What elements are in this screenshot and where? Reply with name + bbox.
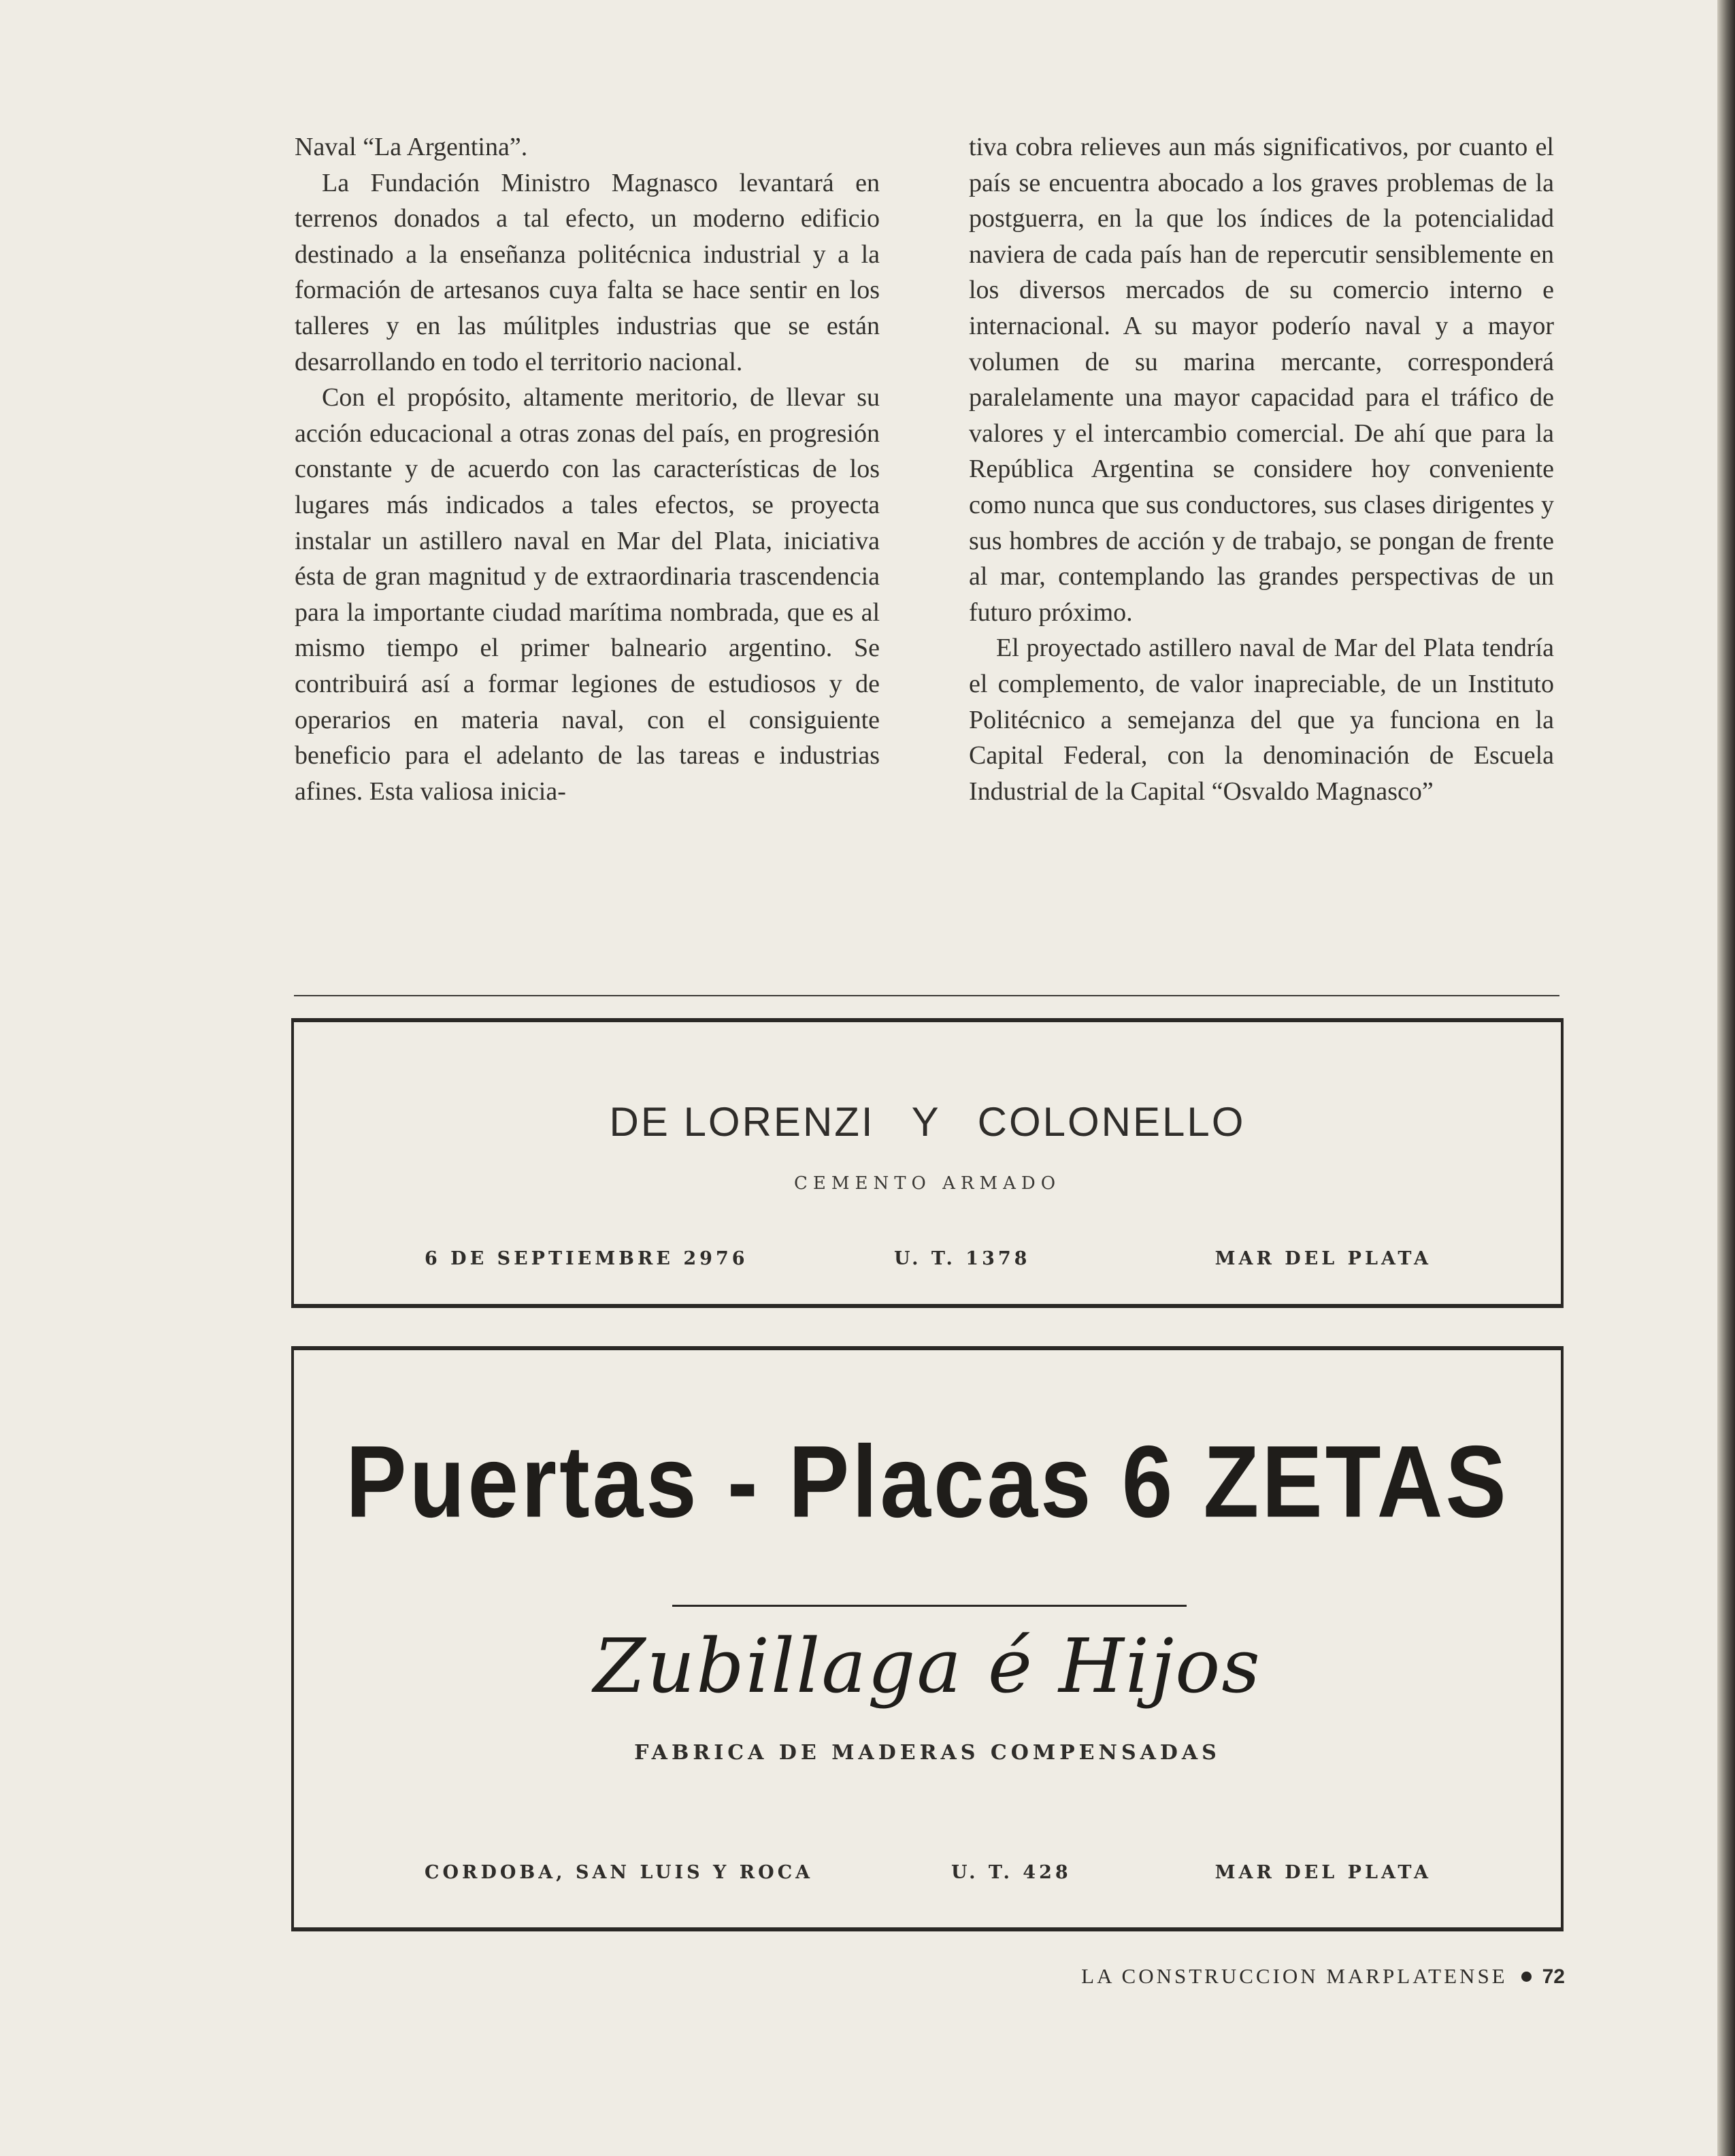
article-paragraph: Con el propósito, altamente meritorio, de llevar su acción educacional a otras zonas del país, en progresión constante y de acuerdo con las características de los lugares más indicados a tales efectos, se proyecta instalar un astillero naval en Mar del Plata, iniciativa ésta de gran magnitud y de extraordinaria trascendencia para la importante ciudad marítima nombrada, que es al mismo tiempo el primer balneario argentino. Se contribuirá así a formar legiones de estudiosos y de operarios en materia naval, con el consiguiente beneficio para el adelanto de las tareas e industrias afines. Esta valiosa inicia- <box>295 383 880 806</box>
ad-phone: U. T. 428 <box>951 1862 1072 1883</box>
ad-address: CORDOBA, SAN LUIS Y ROCA <box>425 1862 814 1883</box>
article-column-left <box>295 129 880 809</box>
ad-divider <box>672 1605 1187 1607</box>
bullet-icon <box>1521 1972 1532 1982</box>
ad-city: MAR DEL PLATA <box>1214 1248 1432 1269</box>
ad-title-name-1: DE LORENZI <box>609 1099 875 1145</box>
ad-address: 6 DE SEPTIEMBRE 2976 <box>425 1248 748 1269</box>
article-paragraph: Naval “La Argentina”. <box>295 133 528 161</box>
ad-headline: Puertas - Placas 6 ZETAS <box>346 1425 1509 1539</box>
article-paragraph: La Fundación Ministro Magnasco levantará en terrenos donados a tal efecto, un moderno edificio destinado a la enseñanza politécnica industrial y a la formación de artesanos cuya falta se hace sentir en los talleres y en las múlitples industrias que se están desarrollando en todo el territorio nacional. <box>295 168 880 376</box>
article-paragraph: tiva cobra relieves aun más significativos, por cuanto el país se encuentra abocado a los graves problemas de la postguerra, en la que los índices de la potencialidad naviera de cada país han de repercutir sensiblemente en los diversos mercados de su comercio interno e internacional. A su mayor poderío naval y a mayor volumen de su marina mercante, corresponderá paralelamente una mayor capacidad para el tráfico de valores y el intercambio comercial. De ahí que para la República Argentina se considere hoy conveniente como nunca que sus conductores, sus clases dirigentes y sus hombres de acción y de trabajo, se pongan de frente al mar, contemplando las grandes perspectivas de un futuro próximo. <box>969 133 1554 627</box>
page-number: 72 <box>1542 1965 1565 1988</box>
ad-title-name-2: COLONELLO <box>977 1099 1246 1145</box>
ad-logo: Zubillaga é Hijos <box>593 1622 1261 1710</box>
ad-phone: U. T. 1378 <box>894 1248 1031 1269</box>
article-column-right <box>969 129 1554 809</box>
publication-title: LA CONSTRUCCION MARPLATENSE <box>1081 1964 1508 1988</box>
ad-title-conjunction: Y <box>911 1099 941 1145</box>
section-divider <box>294 995 1559 996</box>
ad-subtitle: CEMENTO ARMADO <box>793 1173 1061 1194</box>
page-binding-edge <box>1717 0 1735 2156</box>
ad-title <box>294 1098 1561 1145</box>
advertisement-de-lorenzi <box>291 1018 1564 1308</box>
article-paragraph: El proyectado astillero naval de Mar del Plata tendría el complemento, de valor inapreciable, de un Instituto Politécnico a semejanza del que ya funciona en la Capital Federal, con la denominación de Escuela Industrial de la Capital “Osvaldo Magnasco” <box>969 634 1554 806</box>
advertisement-zubillaga <box>291 1346 1564 1931</box>
ad-subtitle: FABRICA DE MADERAS COMPENSADAS <box>634 1741 1221 1765</box>
page-footer <box>1081 1964 1565 1989</box>
ad-city: MAR DEL PLATA <box>1214 1862 1432 1883</box>
